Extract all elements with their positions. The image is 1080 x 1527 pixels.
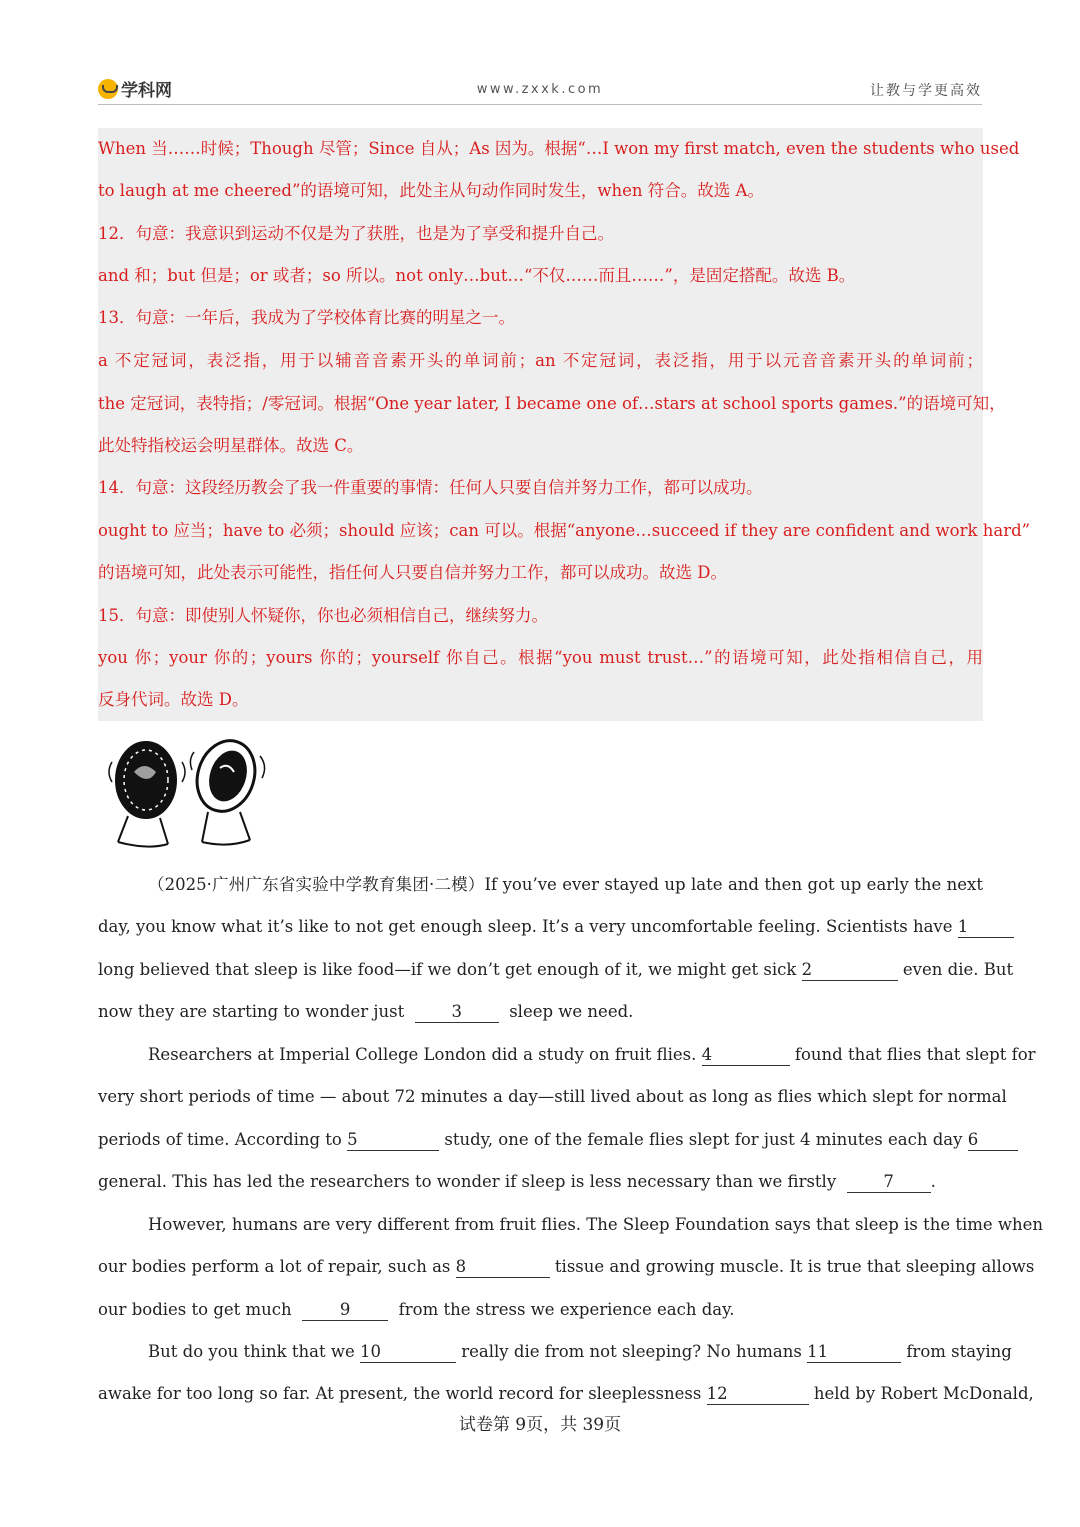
answer-line: to laugh at me cheered”的语境可知，此处主从句动作同时发生，when 符合。故选 A。 (98, 181, 764, 200)
passage-text: from the stress we experience each day. (398, 1300, 735, 1319)
answer-line: you 你；your 你的；yours 你的；yourself 你自己。根据“you must trust…”的语境可知，此处指相信自己，用 (98, 648, 983, 667)
answer-line: 的语境可知，此处表示可能性，指任何人只要自信并努力工作，都可以成功。故选 D。 (98, 563, 727, 582)
page-header (98, 76, 982, 105)
answer-line: 反身代词。故选 D。 (98, 690, 249, 709)
passage-text: general. This has led the researchers to wonder if sleep is less necessary than we firstly (98, 1172, 837, 1191)
passage-text: long believed that sleep is like food—if we don’t get enough of it, we might get sick (98, 960, 797, 979)
passage-line: very short periods of time — about 72 minutes a day—still lived about as long as flies which slept for normal (98, 1087, 1007, 1106)
passage-line (148, 1043, 1036, 1067)
blank-10[interactable]: 10 (360, 1342, 456, 1363)
left-seed-figure (109, 742, 185, 847)
answer-line: and 和；but 但是；or 或者；so 所以。not only…but…“不仅……而且……”，是固定搭配。故选 B。 (98, 266, 856, 285)
passage-text: . (930, 1172, 936, 1191)
passage-line: However, humans are very different from fruit flies. The Sleep Foundation says that sleep is the time when (148, 1215, 1044, 1234)
blank-3[interactable]: 3 (415, 1002, 499, 1023)
passage-line: （2025·广州广东省实验中学教育集团·二模）If you’ve ever stayed up late and then got up early the next (148, 875, 983, 894)
right-seed-figure (188, 733, 264, 844)
blank-9[interactable]: 9 (302, 1300, 388, 1321)
logo-text: 学科网 (121, 81, 172, 101)
answer-line: 12．句意：我意识到运动不仅是为了获胜，也是为了享受和提升自己。 (98, 224, 614, 243)
blank-7[interactable]: 7 (847, 1172, 931, 1193)
answer-line: a 不定冠词，表泛指，用于以辅音音素开头的单词前；an 不定冠词，表泛指，用于以元音音素开头的单词前； (98, 351, 983, 370)
passage-text: now they are starting to wonder just (98, 1002, 405, 1021)
page-footer: 试卷第 9页，共 39页 (458, 1415, 622, 1435)
passage-line (98, 1298, 983, 1322)
passage-line (148, 1340, 1012, 1364)
passage-text: sleep we need. (509, 1002, 634, 1021)
answer-line: 15．句意：即使别人怀疑你，你也必须相信自己，继续努力。 (98, 606, 548, 625)
answer-line: the 定冠词，表特指；/零冠词。根据“One year later, I became one of…stars at school sports games.”的语境可知， (98, 394, 1006, 413)
passage-text: Researchers at Imperial College London did a study on fruit flies. (148, 1045, 697, 1064)
passage-text: study, one of the female flies slept for just 4 minutes each day (444, 1130, 963, 1149)
answer-explanation-box (98, 128, 1031, 721)
passage-text: even die. But (902, 960, 1014, 979)
passage-line (98, 915, 983, 939)
blank-6[interactable]: 6 (968, 1130, 1018, 1151)
site-slogan: 让教与学更高效 (870, 83, 982, 99)
blank-2[interactable]: 2 (802, 960, 898, 981)
answer-line: 14．句意：这段经历教会了我一件重要的事情：任何人只要自信并努力工作，都可以成功。 (98, 478, 763, 497)
passage-line (98, 1170, 983, 1194)
passage-text: found that flies that slept for (794, 1045, 1036, 1064)
passage-text: But do you think that we (148, 1342, 355, 1361)
answer-line: ought to 应当；have to 必须；should 应该；can 可以。根据“anyone…succeed if they are confident and work hard” (98, 521, 1031, 540)
sleep-illustration (104, 732, 274, 852)
passage-line (98, 1128, 983, 1152)
passage-text: tissue and growing muscle. It is true that sleeping allows (554, 1257, 1035, 1276)
answer-line: When 当……时候；Though 尽管；Since 自从；As 因为。根据“…I won my first match, even the students who used (98, 139, 1020, 158)
blank-4[interactable]: 4 (702, 1045, 790, 1066)
blank-12[interactable]: 12 (707, 1384, 809, 1405)
blank-1[interactable]: 1 (958, 917, 1014, 938)
blank-8[interactable]: 8 (456, 1257, 550, 1278)
passage-text: really die from not sleeping? No humans (461, 1342, 802, 1361)
passage-line (98, 958, 1014, 982)
site-url: www.zxxk.com (476, 82, 604, 97)
passage-line (98, 1382, 1034, 1406)
passage-text: awake for too long so far. At present, the world record for sleeplessness (98, 1384, 702, 1403)
passage-text: held by Robert McDonald, (813, 1384, 1034, 1403)
passage-line (98, 1000, 983, 1024)
passage-line (98, 1255, 1035, 1279)
passage-text: our bodies to get much (98, 1300, 292, 1319)
passage-text: from staying (906, 1342, 1012, 1361)
passage-text: periods of time. According to (98, 1130, 342, 1149)
passage-text: our bodies perform a lot of repair, such as (98, 1257, 451, 1276)
blank-11[interactable]: 11 (807, 1342, 901, 1363)
passage-text: day, you know what it’s like to not get enough sleep. It’s a very uncomfortable feeling. Scientists have (98, 917, 953, 936)
answer-line: 13．句意：一年后，我成为了学校体育比赛的明星之一。 (98, 308, 515, 327)
answer-line: 此处特指校运会明星群体。故选 C。 (98, 436, 364, 455)
blank-5[interactable]: 5 (347, 1130, 439, 1151)
